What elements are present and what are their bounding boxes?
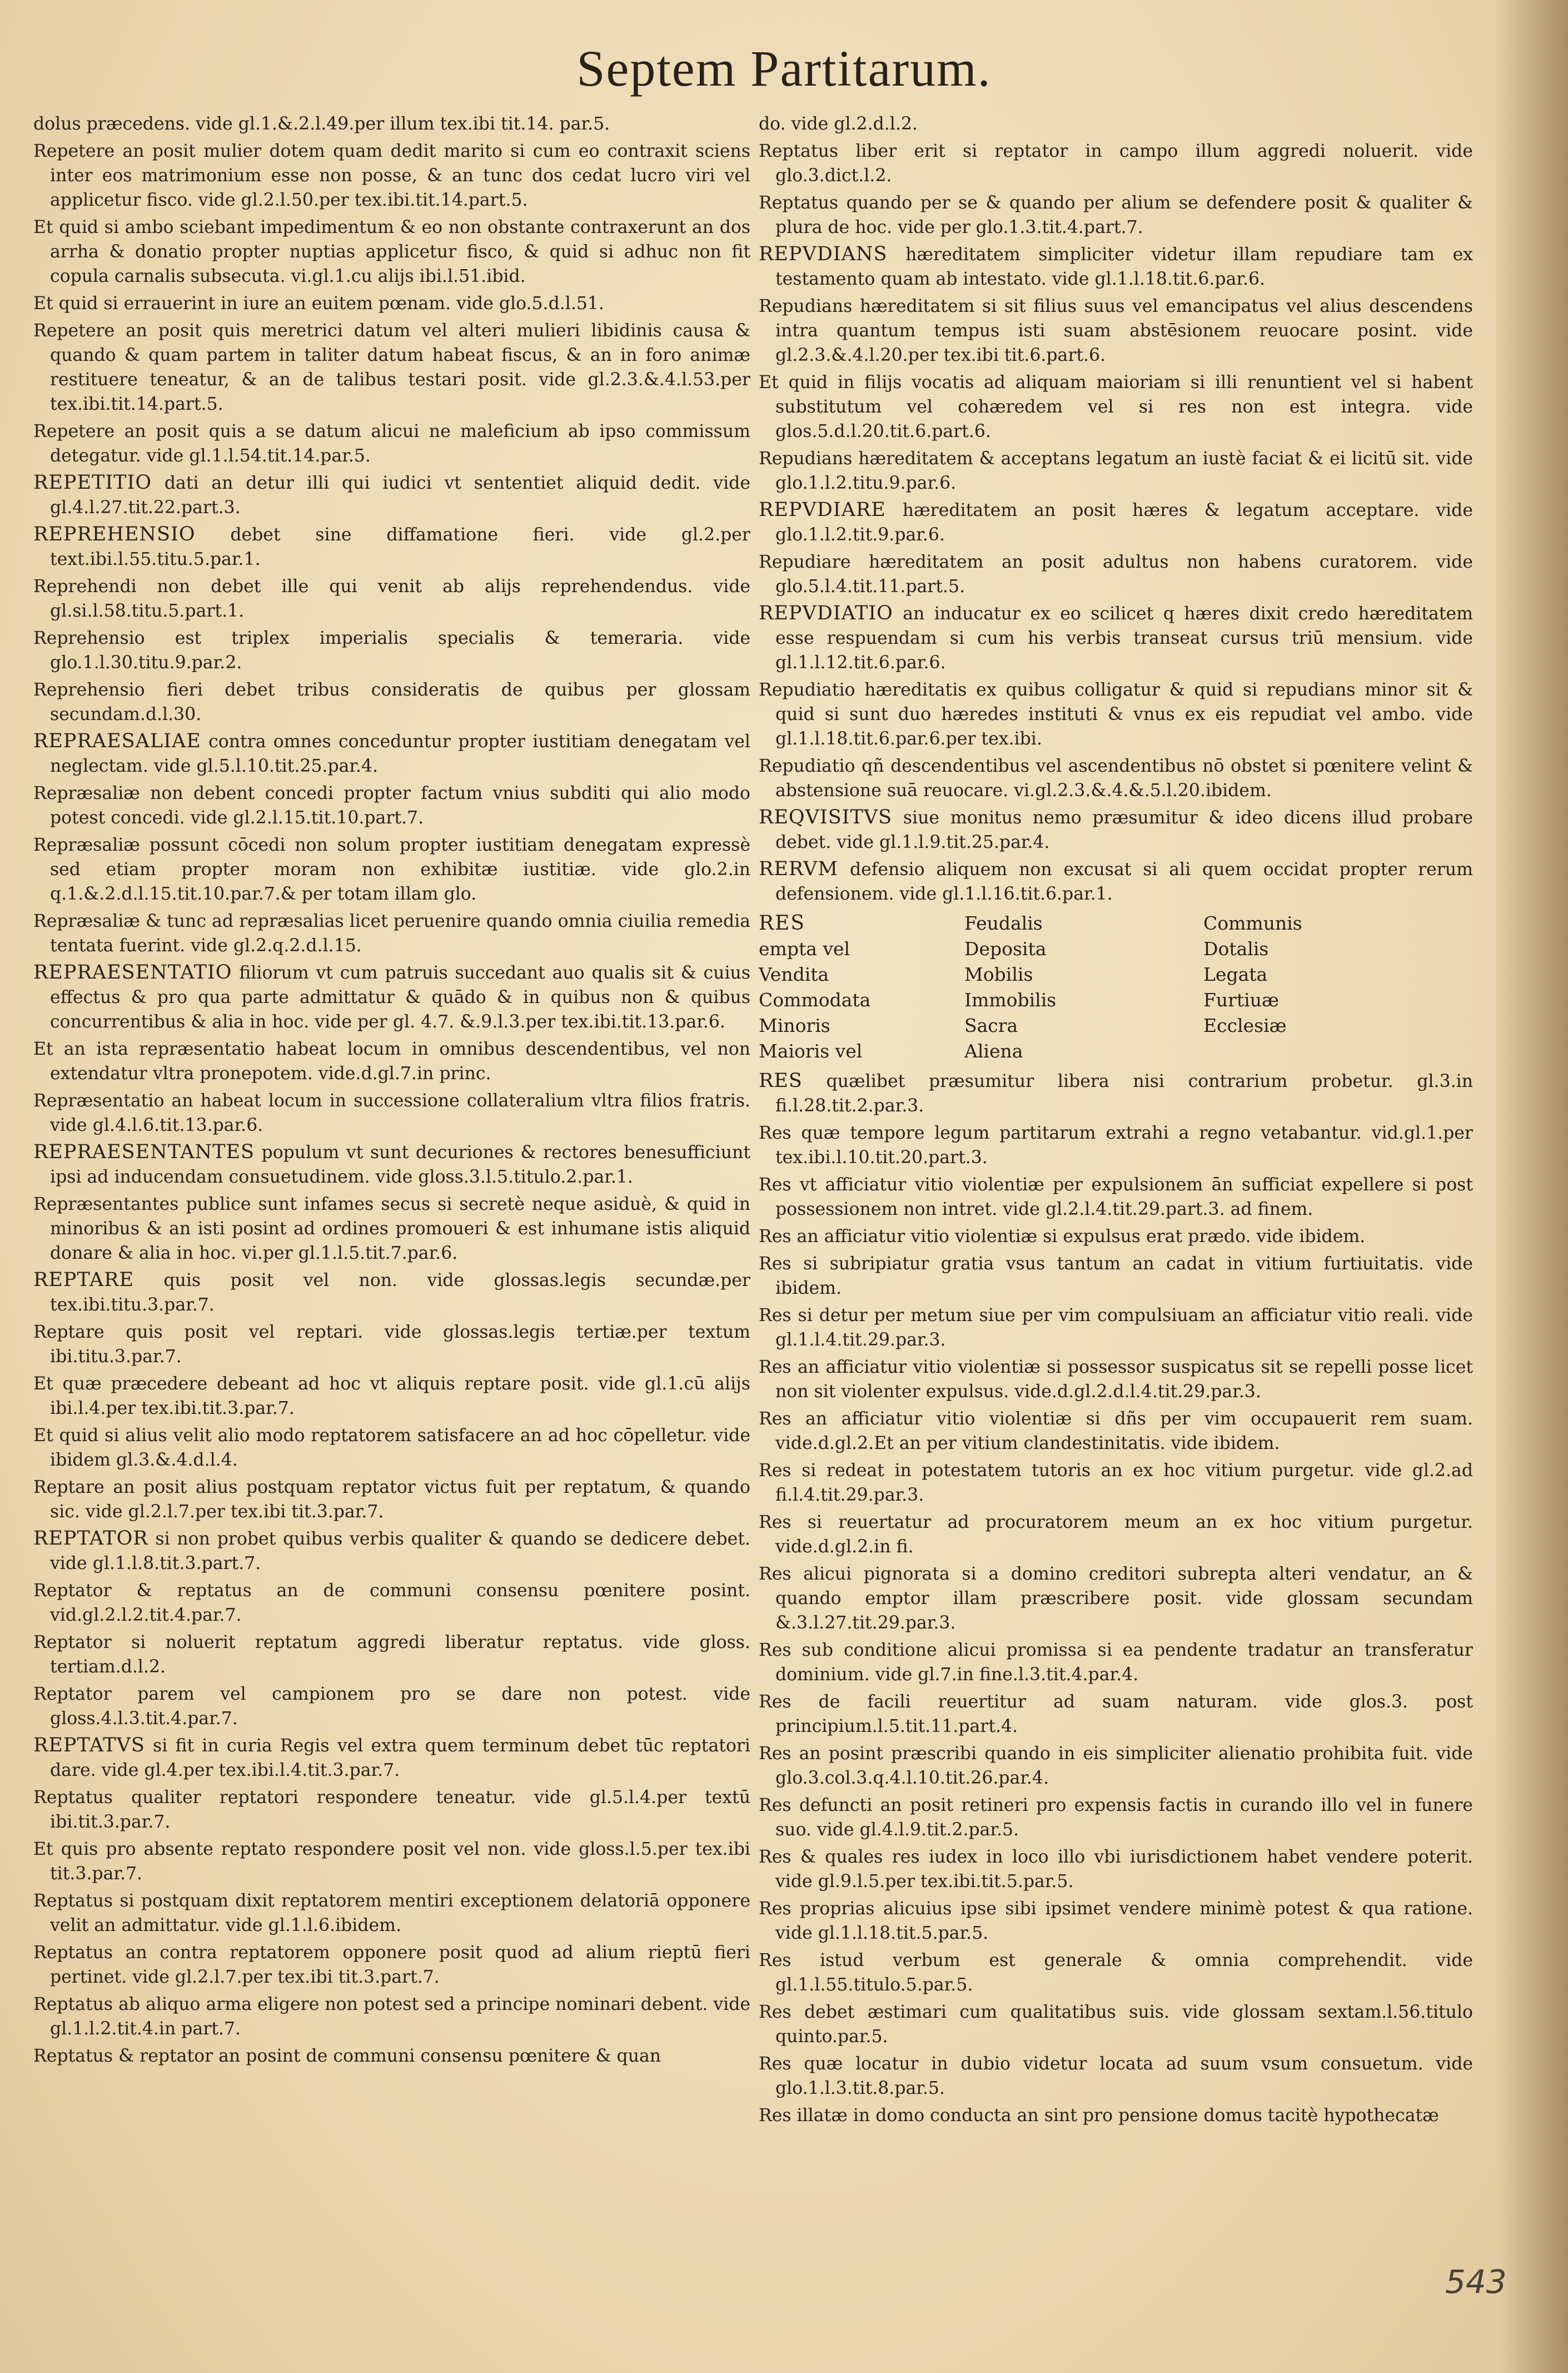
entry-text: quælibet præsumitur libera nisi contrarium probetur. gl.3.in fi.l.28.tit.2.par.3. xyxy=(775,1071,1473,1116)
index-entry xyxy=(33,1888,750,1938)
entry-lemma: REPRAESENTATIO xyxy=(33,961,232,984)
entry-text: Repudiare hæreditatem an posit adultus non habens curatorem. vide glo.5.l.4.tit.11.part.5. xyxy=(759,552,1473,597)
entry-lemma: REPRAESENTANTES xyxy=(33,1141,255,1163)
entry-text: debet sine diffamatione fieri. vide gl.2.per text.ibi.l.55.titu.5.par.1. xyxy=(50,525,750,569)
entry-text: Et quid si alius velit alio modo reptatorem satisfacere an ad hoc cōpelletur. vide ibidem gl.3.&.4.d.l.4. xyxy=(33,1426,750,1470)
entry-text: Res & quales res iudex in loco illo vbi iurisdictionem habet vendere poterit. vide gl.9.l.5.per tex.ibi.tit.5.par.5. xyxy=(759,1847,1473,1892)
entry-text: contra omnes conceduntur propter iustitiam denegatam vel neglectam. vide gl.5.l.10.tit.25.par.4. xyxy=(50,732,750,776)
index-entry xyxy=(33,1578,750,1627)
entry-text: Repetere an posit quis a se datum alicui ne maleficium ab ipso commissum detegatur. vide gl.1.l.54.tit.14.par.5. xyxy=(33,421,750,466)
res-table xyxy=(759,911,1473,1064)
entry-text: Repudians hæreditatem & acceptans legatum an iustè faciat & ei licitū sit. vide glo.1.l.2.titu.9.par.6. xyxy=(759,449,1473,493)
res-table-cell: Immobilis xyxy=(964,989,1057,1011)
entry-text: Res quæ locatur in dubio videtur locata ad suum vsum consuetum. vide glo.1.l.3.tit.8.par.5. xyxy=(759,2054,1473,2098)
index-entry xyxy=(759,138,1473,188)
entry-text: si fit in curia Regis vel extra quem terminum debet tūc reptatori dare. vide gl.4.per tex.ibi.l.4.tit.3.par.7. xyxy=(50,1736,750,1780)
index-entry xyxy=(33,1733,750,1783)
entry-text: Et quæ præcedere debeant ad hoc vt aliquis reptare posit. vide gl.1.cū alijs ibi.l.4.per tex.ibi.tit.3.par.7. xyxy=(33,1374,750,1418)
index-entry xyxy=(33,729,750,778)
index-entry xyxy=(759,601,1473,675)
index-entry xyxy=(33,1371,750,1421)
index-entry xyxy=(33,832,750,906)
entry-text: Repudiatio hæreditatis ex quibus colligatur & quid si repudians minor sit & quid si sunt duo hæredes instituti & vnus ex eis repudiat vel ambo. vide gl.1.l.18.tit.6.par.6.per tex.ibi. xyxy=(759,680,1473,749)
right-column xyxy=(759,111,1473,2130)
index-entry xyxy=(33,1940,750,1989)
entry-text: hæreditatem simpliciter videtur illam repudiare tam ex testamento quam ab intestato. vide gl.1.l.18.tit.6.par.6. xyxy=(775,245,1473,289)
index-entry xyxy=(33,470,750,520)
index-entry xyxy=(33,215,750,289)
entry-text: Et quis pro absente reptato respondere posit vel non. vide gloss.l.5.per tex.ibi tit.3.par.7. xyxy=(33,1839,750,1884)
index-entry xyxy=(33,1836,750,1886)
index-entry xyxy=(759,1793,1473,1842)
entry-lemma: REPTATOR xyxy=(33,1527,148,1550)
res-table-cell: Sacra xyxy=(964,1015,1018,1036)
entry-text: Reptare quis posit vel reptari. vide glossas.legis tertiæ.per textum ibi.titu.3.par.7. xyxy=(33,1322,750,1367)
entry-text: dolus præcedens. vide gl.1.&.2.l.49.per illum tex.ibi tit.14. par.5. xyxy=(33,114,610,134)
res-table-cell: Aliena xyxy=(964,1040,1023,1062)
index-entry xyxy=(33,1475,750,1524)
entry-text: Res si redeat in potestatem tutoris an ex hoc vitium purgetur. vide gl.2.ad fi.l.4.tit.29.par.3. xyxy=(759,1461,1473,1505)
entry-lemma: REPVDIATIO xyxy=(759,602,893,624)
entry-text: Reptator parem vel campionem pro se dare non potest. vide gloss.4.l.3.tit.4.par.7. xyxy=(33,1684,750,1729)
entry-text: Repetere an posit quis meretrici datum vel alteri mulieri libidinis causa & quando & quam partem in taliter datum habeat fiscus, & an in foro animæ restituere teneatur, & an de talibus testari posit. vide gl.2.3.&.4.l.53.per tex.ibi.tit.14.part.5. xyxy=(33,321,750,414)
index-entry xyxy=(33,138,750,212)
entry-text: Reptatus & reptator an posint de communi consensu pœnitere & quan xyxy=(33,2046,661,2066)
entry-lemma: REPETITIO xyxy=(33,471,152,494)
entry-text: Res si reuertatur ad procuratorem meum an ex hoc vitium purgetur. vide.d.gl.2.in fi. xyxy=(759,1512,1473,1557)
entry-text: Res si subripiatur gratia vsus tantum an cadat in vitium furtiuitatis. vide ibidem. xyxy=(759,1254,1473,1298)
res-table-cell: empta vel xyxy=(759,938,850,960)
entry-text: Repetere an posit mulier dotem quam dedit marito si cum eo contraxit sciens inter eos matrimonium esse non posse, & an tunc dos cedat lucro viri vel applicetur fisco. vide gl.2.l.50.per tex.ibi.tit.14.part.5. xyxy=(33,141,750,210)
entry-text: an inducatur ex eo scilicet q hæres dixit credo hæreditatem esse respuendam si cum his verbis transeat cursus triū mensium. vide gl.1.l.12.tit.6.par.6. xyxy=(775,604,1473,673)
entry-text: Res si detur per metum siue per vim compulsiuam an afficiatur vitio reali. vide gl.1.l.4.tit.29.par.3. xyxy=(759,1305,1473,1350)
res-table-cell: Maioris vel xyxy=(759,1040,863,1062)
index-entry xyxy=(759,1406,1473,1456)
index-entry xyxy=(759,753,1473,803)
index-entry xyxy=(759,1172,1473,1222)
entry-text: Reprehensio fieri debet tribus consideratis de quibus per glossam secundam.d.l.30. xyxy=(33,680,750,724)
index-entry xyxy=(759,1069,1473,1118)
res-table-cell: Vendita xyxy=(759,964,829,985)
index-entry xyxy=(33,1992,750,2041)
entry-lemma: REQVISITVS xyxy=(759,806,893,828)
entry-text: Reptare an posit alius postquam reptator victus fuit per reptatum, & quando sic. vide gl.2.l.7.per tex.ibi tit.3.par.7. xyxy=(33,1477,750,1522)
entry-lemma: REPRAESALIAE xyxy=(33,730,201,752)
res-table-cell: Furtiuæ xyxy=(1203,989,1280,1011)
index-entry xyxy=(759,1354,1473,1404)
index-entry xyxy=(33,419,750,468)
entry-text: Res an posint præscribi quando in eis simpliciter alienatio prohibita fuit. vide glo.3.col.3.q.4.l.10.tit.26.par.4. xyxy=(759,1744,1473,1788)
entry-text: Res an afficiatur vitio violentiæ si dñs per vim occupauerit rem suam. vide.d.gl.2.Et an per vitium clandestinitatis. vide ibidem. xyxy=(759,1409,1473,1453)
index-entry xyxy=(759,190,1473,240)
entry-text: Res an afficiatur vitio violentiæ si expulsus erat prædo. vide ibidem. xyxy=(759,1227,1366,1247)
index-entry xyxy=(759,677,1473,751)
page-number: 543 xyxy=(1445,2263,1507,2301)
entry-text: populum vt sunt decuriones & rectores benesufficiunt ipsi ad inducendam consuetudinem. vide gloss.3.l.5.titulo.2.par.1. xyxy=(50,1143,750,1187)
index-entry xyxy=(759,111,1473,136)
index-entry xyxy=(33,522,750,572)
entry-text: Reptatus si postquam dixit reptatorem mentiri exceptionem delatoriā opponere velit an admittatur. vide gl.1.l.6.ibidem. xyxy=(33,1891,750,1935)
entry-text: do. vide gl.2.d.l.2. xyxy=(759,114,918,134)
entry-text: Res vt afficiatur vitio violentiæ per expulsionem ān sufficiat expellere si post possessionem non intret. vide gl.2.l.4.tit.29.part.3. ad finem. xyxy=(759,1175,1473,1219)
index-entry xyxy=(759,1637,1473,1687)
index-entry xyxy=(33,781,750,830)
entry-text: filiorum vt cum patruis succedant auo qualis sit & cuius effectus & pro qua parte admittatur & quādo & in quibus non & quibus concurrentibus & alia in hoc. vide per gl. 4.7. &.9.l.3.per tex.ibi.tit.13.par.6. xyxy=(50,963,750,1032)
index-entry xyxy=(759,1224,1473,1249)
index-entry xyxy=(33,1088,750,1138)
entry-text: dati an detur illi qui iudici vt sententiet aliquid dedit. vide gl.4.l.27.tit.22.part.3. xyxy=(50,473,750,518)
entry-text: Res proprias alicuius ipse sibi ipsimet vendere minimè potest & qua ratione. vide gl.1.l.18.tit.5.par.5. xyxy=(759,1899,1473,1943)
index-entry xyxy=(759,805,1473,855)
right-entries-bottom xyxy=(759,1069,1473,2128)
index-entry xyxy=(759,294,1473,368)
entry-text: Res sub conditione alicui promissa si ea pendente tradatur an transferatur dominium. vide gl.7.in fine.l.3.tit.4.par.4. xyxy=(759,1640,1473,1685)
entry-text: Res istud verbum est generale & omnia comprehendit. vide gl.1.l.55.titulo.5.par.5. xyxy=(759,1950,1473,1995)
entry-lemma: REPTARE xyxy=(33,1269,135,1291)
index-entry xyxy=(759,2103,1473,2128)
index-entry xyxy=(759,1741,1473,1790)
entry-text: Res an afficiatur vitio violentiæ si possessor suspicatus sit se repelli posse licet non sit violenter expulsus. vide.d.gl.2.d.l.4.tit.29.par.3. xyxy=(759,1357,1473,1402)
entry-text: Repræsaliæ & tunc ad repræsalias licet peruenire quando omnia ciuilia remedia tentata fuerint. vide gl.2.q.2.d.l.15. xyxy=(33,911,750,956)
index-entry xyxy=(759,1844,1473,1894)
entry-lemma: REPVDIARE xyxy=(759,499,886,521)
entry-text: Repudians hæreditatem si sit filius suus vel emancipatus vel alius descendens intra quantum tempus isti suam abstēsionem reuocare posint. vide gl.2.3.&.4.l.20.per tex.ibi tit.6.part.6. xyxy=(759,296,1473,365)
entry-text: Repudiatio qñ descendentibus vel ascendentibus nō obstet si pœnitere velint & abstensione suā reuocare. vi.gl.2.3.&.4.&.5.l.20.ibidem. xyxy=(759,756,1473,801)
index-entry xyxy=(759,446,1473,495)
index-entry xyxy=(759,242,1473,291)
entry-text: Reptatus qualiter reptatori respondere teneatur. vide gl.5.l.4.per textū ibi.tit.3.par.7. xyxy=(33,1788,750,1832)
entry-lemma: RES xyxy=(759,1070,803,1092)
index-entry xyxy=(33,318,750,416)
index-entry xyxy=(759,1120,1473,1170)
index-entry xyxy=(33,1630,750,1679)
index-entry xyxy=(33,1785,750,1834)
res-table-head: RES xyxy=(759,912,806,935)
index-entry xyxy=(33,574,750,623)
entry-text: si non probet quibus verbis qualiter & quando se dedicere debet. vide gl.1.l.8.tit.3.part.7. xyxy=(50,1529,750,1573)
res-table-cell: Deposita xyxy=(964,938,1047,960)
res-table-cell xyxy=(1203,1039,1473,1064)
entry-text: Reptatus quando per se & quando per alium se defendere posit & qualiter & plura de hoc. vide per glo.1.3.tit.4.part.7. xyxy=(759,193,1473,237)
index-entry xyxy=(33,677,750,727)
res-table-cell: Dotalis xyxy=(1203,938,1269,960)
res-table-cell: Communis xyxy=(1203,912,1302,934)
left-column xyxy=(33,111,750,2071)
index-entry xyxy=(33,909,750,958)
entry-text: Res illatæ in domo conducta an sint pro pensione domus tacitè hypothecatæ xyxy=(759,2106,1439,2126)
entry-text: Res de facili reuertitur ad suam naturam. vide glos.3. post principium.l.5.tit.11.part.4. xyxy=(759,1692,1473,1736)
entry-text: Repræsaliæ non debent concedi propter factum vnius subditi qui alio modo potest concedi. vide gl.2.l.15.tit.10.part.7. xyxy=(33,783,750,828)
index-entry xyxy=(33,1268,750,1317)
entry-text: Res defuncti an posit retineri pro expensis factis in curando illo vel in funere suo. vide gl.4.l.9.tit.2.par.5. xyxy=(759,1795,1473,1840)
index-entry xyxy=(759,1948,1473,1997)
index-entry xyxy=(33,625,750,675)
entry-text: Repræsentatio an habeat locum in successione collateralium vltra filios fratris. vide gl.4.l.6.tit.13.par.6. xyxy=(33,1091,750,1135)
entry-text: defensio aliquem non excusat si ali quem occidat propter rerum defensionem. vide gl.1.l.16.tit.6.par.1. xyxy=(775,860,1473,904)
entry-text: Reptator si noluerit reptatum aggredi liberatur reptatus. vide gloss. tertiam.d.l.2. xyxy=(33,1632,750,1677)
entry-text: Res debet æstimari cum qualitatibus suis. vide glossam sextam.l.56.titulo quinto.par.5. xyxy=(759,2002,1473,2047)
entry-text: Res alicui pignorata si a domino creditori subrepta alteri vendatur, an & quando emptor illam præscribere posit. vide glossam secundam &.3.l.27.tit.29.par.3. xyxy=(759,1564,1473,1633)
index-entry xyxy=(759,370,1473,444)
entry-text: Reptatus ab aliquo arma eligere non potest sed a principe nominari debent. vide gl.1.l.2.tit.4.in part.7. xyxy=(33,1994,750,2039)
index-entry xyxy=(33,960,750,1034)
index-entry xyxy=(33,1036,750,1086)
index-entry xyxy=(759,1458,1473,1507)
entry-text: hæreditatem an posit hæres & legatum acceptare. vide glo.1.l.2.tit.9.par.6. xyxy=(775,500,1473,545)
index-entry xyxy=(759,1561,1473,1635)
index-entry xyxy=(759,2051,1473,2101)
right-entries-top xyxy=(759,111,1473,906)
entry-text: Et quid si ambo sciebant impedimentum & eo non obstante contraxerunt an dos arrha & donatio propter nuptias applicetur fisco, & quid si adhuc non fit copula carnalis subsecuta. vi.gl.1.cu alijs ibi.l.51.ibid. xyxy=(33,217,750,286)
index-entry xyxy=(759,1689,1473,1739)
entry-lemma: RERVM xyxy=(759,858,839,880)
index-entry xyxy=(33,2043,750,2068)
index-entry xyxy=(33,291,750,316)
index-entry xyxy=(33,1192,750,1265)
index-entry xyxy=(759,1510,1473,1559)
page-edge xyxy=(1496,0,1568,2373)
entry-text: Reptator & reptatus an de communi consensu pœnitere posint. vid.gl.2.l.2.tit.4.par.7. xyxy=(33,1581,750,1625)
index-entry xyxy=(759,1896,1473,1945)
index-entry xyxy=(759,1303,1473,1352)
index-entry xyxy=(759,857,1473,906)
index-entry xyxy=(33,1319,750,1369)
entry-text: Repræsentantes publice sunt infames secus si secretè neque asiduè, & quid in minoribus & an isti posint ad ordines promoueri & est inhumane istis aliquid donare & alia in hoc. vi.per gl.1.l.5.tit.7.par.6. xyxy=(33,1194,750,1263)
res-table-cell: Legata xyxy=(1203,964,1268,985)
entry-text: Et an ista repræsentatio habeat locum in omnibus descendentibus, vel non extendatur vltra pronepotem. vide.d.gl.7.in princ. xyxy=(33,1039,750,1084)
res-table-cell: Mobilis xyxy=(964,964,1033,985)
index-entry xyxy=(759,498,1473,547)
index-entry xyxy=(33,1526,750,1576)
entry-text: Reptatus an contra reptatorem opponere posit quod ad alium rieptū fieri pertinet. vide gl.2.l.7.per tex.ibi tit.3.part.7. xyxy=(33,1943,750,1987)
entry-text: Et quid in filijs vocatis ad aliquam maioriam si illi renuntient vel si habent substitutum vel cohæredem vel si res non est integra. vide glos.5.d.l.20.tit.6.part.6. xyxy=(759,373,1473,441)
res-table-cell: Ecclesiæ xyxy=(1203,1015,1287,1036)
entry-text: siue monitus nemo præsumitur & ideo dicens illud probare debet. vide gl.1.l.9.tit.25.par.4. xyxy=(775,808,1473,852)
index-entry xyxy=(759,549,1473,599)
entry-text: Reprehensio est triplex imperialis specialis & temeraria. vide glo.1.l.30.titu.9.par.2. xyxy=(33,628,750,673)
entry-text: Res quæ tempore legum partitarum extrahi a regno vetabantur. vid.gl.1.per tex.ibi.l.10.tit.20.part.3. xyxy=(759,1123,1473,1168)
entry-text: Et quid si errauerint in iure an euitem pœnam. vide glo.5.d.l.51. xyxy=(33,294,604,314)
entry-text: Reptatus liber erit si reptator in campo illum aggredi noluerit. vide glo.3.dict.l.2. xyxy=(759,141,1473,186)
entry-text: quis posit vel non. vide glossas.legis secundæ.per tex.ibi.titu.3.par.7. xyxy=(50,1270,750,1315)
entry-lemma: REPREHENSIO xyxy=(33,523,196,545)
index-entry xyxy=(33,1140,750,1189)
index-entry xyxy=(33,1681,750,1731)
page-title: Septem Partitarum. xyxy=(576,40,992,97)
entry-text: Repræsaliæ possunt cōcedi non solum propter iustitiam denegatam expressè sed etiam propter moram non exhibitæ iustitiæ. vide glo.2.in q.1.&.2.d.l.15.tit.10.par.7.& per totam illam glo. xyxy=(33,835,750,904)
index-entry xyxy=(33,1423,750,1472)
index-entry xyxy=(33,111,750,136)
entry-text: Reprehendi non debet ille qui venit ab alijs reprehendendus. vide gl.si.l.58.titu.5.part.1. xyxy=(33,577,750,621)
res-table-cell: Feudalis xyxy=(964,912,1043,934)
res-table-cell: Commodata xyxy=(759,989,871,1011)
entry-lemma: REPVDIANS xyxy=(759,243,888,265)
entry-lemma: REPTATVS xyxy=(33,1734,145,1756)
index-entry xyxy=(759,1999,1473,2049)
index-entry xyxy=(759,1251,1473,1300)
res-table-cell: Minoris xyxy=(759,1015,830,1036)
